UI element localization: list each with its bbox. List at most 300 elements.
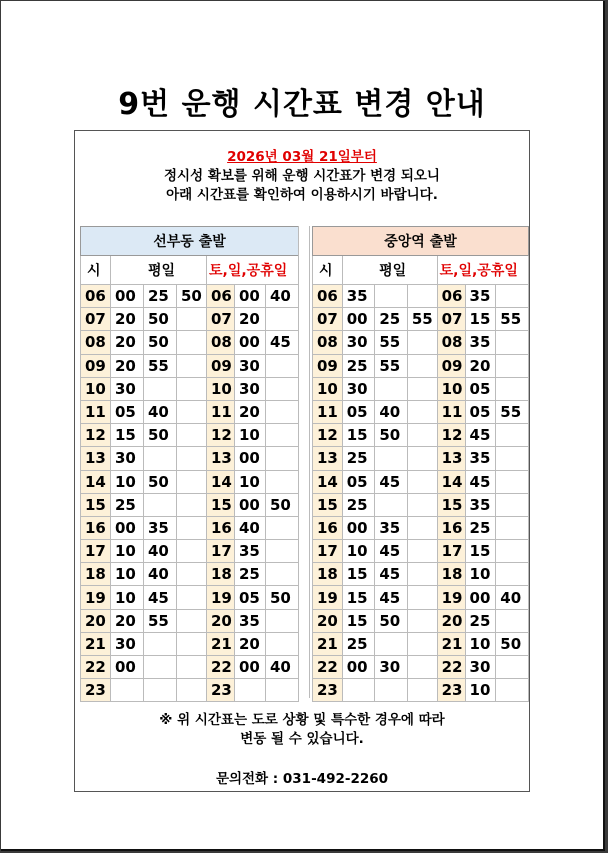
weekend-minute-cell: 50 — [496, 632, 529, 655]
weekend-hour-cell: 21 — [207, 632, 235, 655]
weekend-hour-cell: 13 — [207, 447, 235, 470]
table-row — [313, 586, 529, 609]
weekday-minute-cell: 00 — [342, 656, 375, 679]
weekend-minute-cell: 40 — [266, 656, 299, 679]
weekday-minute-cell — [177, 447, 207, 470]
weekday-minute-cell — [407, 331, 437, 354]
weekday-hour-cell: 12 — [81, 424, 111, 447]
weekday-minute-cell — [407, 447, 437, 470]
weekday-hour-cell: 11 — [81, 400, 111, 423]
weekday-minute-cell — [407, 540, 437, 563]
weekend-minute-cell: 20 — [235, 400, 266, 423]
weekday-hour-cell: 06 — [81, 285, 111, 308]
weekday-minute-cell: 15 — [342, 563, 375, 586]
weekday-hour-cell: 12 — [313, 424, 343, 447]
footer-line-2: 변동 될 수 있습니다. — [240, 731, 364, 747]
table-row — [81, 679, 299, 702]
weekday-hour-cell: 14 — [313, 470, 343, 493]
weekend-hour-cell: 20 — [207, 609, 235, 632]
weekday-minute-cell: 15 — [342, 609, 375, 632]
weekday-minute-cell: 45 — [375, 563, 408, 586]
weekend-hour-cell: 23 — [207, 679, 235, 702]
weekend-hour-cell: 21 — [437, 632, 465, 655]
weekday-hour-cell: 19 — [81, 586, 111, 609]
weekday-minute-cell: 20 — [111, 609, 144, 632]
weekend-minute-cell — [266, 447, 299, 470]
weekday-minute-cell: 55 — [375, 331, 408, 354]
weekend-hour-cell: 08 — [207, 331, 235, 354]
weekday-minute-cell: 05 — [111, 400, 144, 423]
weekday-minute-cell: 05 — [342, 400, 375, 423]
table-row — [81, 377, 299, 400]
weekday-hour-cell: 14 — [81, 470, 111, 493]
weekday-minute-cell: 50 — [375, 609, 408, 632]
table-row — [81, 563, 299, 586]
weekday-minute-cell — [177, 540, 207, 563]
weekday-minute-cell: 00 — [342, 308, 375, 331]
weekday-hour-cell: 17 — [313, 540, 343, 563]
weekday-hour-cell: 09 — [313, 354, 343, 377]
weekday-minute-cell — [177, 331, 207, 354]
weekday-hour-cell: 08 — [313, 331, 343, 354]
weekend-hour-cell: 06 — [437, 285, 465, 308]
weekday-minute-cell: 25 — [342, 354, 375, 377]
weekday-hour-cell: 23 — [81, 679, 111, 702]
weekday-minute-cell: 50 — [177, 285, 207, 308]
weekend-minute-cell: 10 — [235, 424, 266, 447]
weekend-minute-cell — [266, 540, 299, 563]
notice-line-2: 아래 시간표를 확인하여 이용하시기 바랍니다. — [166, 187, 438, 203]
weekend-hour-cell: 17 — [207, 540, 235, 563]
weekday-hour-cell: 22 — [81, 656, 111, 679]
table-row — [81, 400, 299, 423]
weekday-minute-cell: 25 — [342, 493, 375, 516]
contact-phone: 문의전화 : 031-492-2260 — [215, 771, 389, 787]
weekday-hour-cell: 07 — [313, 308, 343, 331]
weekday-minute-cell — [177, 516, 207, 539]
weekday-minute-cell — [144, 656, 177, 679]
weekend-minute-cell: 25 — [465, 609, 496, 632]
table-row — [313, 331, 529, 354]
weekend-minute-cell: 10 — [235, 470, 266, 493]
weekend-minute-cell: 05 — [465, 400, 496, 423]
weekday-minute-cell — [342, 679, 375, 702]
weekday-minute-cell — [177, 400, 207, 423]
weekday-minute-cell: 35 — [144, 516, 177, 539]
table-row — [81, 586, 299, 609]
weekday-minute-cell: 55 — [375, 354, 408, 377]
weekend-minute-cell: 00 — [235, 285, 266, 308]
weekend-hour-cell: 11 — [207, 400, 235, 423]
weekday-minute-cell — [177, 609, 207, 632]
weekend-minute-cell: 20 — [235, 632, 266, 655]
weekend-col-header: 토,일,공휴일 — [207, 256, 299, 285]
weekday-minute-cell: 25 — [144, 285, 177, 308]
weekday-minute-cell: 30 — [375, 656, 408, 679]
weekend-minute-cell — [235, 679, 266, 702]
weekday-minute-cell: 50 — [375, 424, 408, 447]
weekday-minute-cell — [407, 586, 437, 609]
weekend-minute-cell — [496, 354, 529, 377]
weekend-hour-cell: 19 — [207, 586, 235, 609]
weekday-minute-cell — [177, 377, 207, 400]
table-row — [313, 354, 529, 377]
weekday-minute-cell: 15 — [342, 424, 375, 447]
table-row — [313, 470, 529, 493]
weekday-minute-cell: 10 — [111, 563, 144, 586]
weekday-minute-cell: 50 — [144, 424, 177, 447]
weekend-minute-cell — [266, 424, 299, 447]
weekend-minute-cell — [266, 377, 299, 400]
weekday-minute-cell: 35 — [342, 285, 375, 308]
weekday-minute-cell — [375, 679, 408, 702]
weekend-minute-cell — [266, 516, 299, 539]
weekday-minute-cell — [177, 354, 207, 377]
weekend-hour-cell: 14 — [437, 470, 465, 493]
table-row — [81, 331, 299, 354]
weekday-minute-cell — [177, 308, 207, 331]
weekday-minute-cell: 10 — [111, 540, 144, 563]
weekend-hour-cell: 16 — [437, 516, 465, 539]
weekday-minute-cell: 35 — [375, 516, 408, 539]
weekend-minute-cell: 45 — [465, 424, 496, 447]
weekday-minute-cell — [407, 377, 437, 400]
weekend-minute-cell: 30 — [235, 377, 266, 400]
weekday-minute-cell: 25 — [342, 632, 375, 655]
weekday-minute-cell — [407, 656, 437, 679]
table-row — [313, 308, 529, 331]
weekend-minute-cell — [266, 470, 299, 493]
weekend-minute-cell: 35 — [465, 493, 496, 516]
weekday-hour-cell: 20 — [81, 609, 111, 632]
weekday-hour-cell: 08 — [81, 331, 111, 354]
weekday-minute-cell — [111, 679, 144, 702]
weekday-hour-cell: 13 — [81, 447, 111, 470]
weekday-minute-cell: 15 — [342, 586, 375, 609]
page-title: 9번 운행 시간표 변경 안내 — [118, 87, 486, 122]
weekday-minute-cell: 30 — [111, 447, 144, 470]
weekend-hour-cell: 12 — [437, 424, 465, 447]
weekday-minute-cell — [144, 679, 177, 702]
table-row — [81, 308, 299, 331]
weekday-minute-cell: 45 — [375, 586, 408, 609]
weekend-minute-cell — [266, 308, 299, 331]
weekday-minute-cell: 05 — [342, 470, 375, 493]
weekday-minute-cell — [375, 285, 408, 308]
weekday-minute-cell — [144, 632, 177, 655]
weekday-minute-cell: 40 — [144, 563, 177, 586]
weekend-minute-cell: 05 — [465, 377, 496, 400]
weekday-hour-cell: 10 — [81, 377, 111, 400]
weekday-hour-cell: 16 — [313, 516, 343, 539]
weekend-hour-cell: 22 — [437, 656, 465, 679]
weekend-hour-cell: 15 — [437, 493, 465, 516]
weekend-minute-cell — [266, 632, 299, 655]
table-row — [313, 609, 529, 632]
table-row — [313, 679, 529, 702]
weekend-minute-cell — [496, 447, 529, 470]
weekday-minute-cell — [407, 679, 437, 702]
weekday-hour-cell: 21 — [313, 632, 343, 655]
weekday-minute-cell — [407, 285, 437, 308]
weekend-hour-cell: 16 — [207, 516, 235, 539]
weekday-hour-cell: 15 — [313, 493, 343, 516]
weekend-hour-cell: 14 — [207, 470, 235, 493]
weekend-minute-cell: 05 — [235, 586, 266, 609]
weekday-minute-cell: 25 — [342, 447, 375, 470]
weekend-minute-cell: 45 — [266, 331, 299, 354]
weekend-hour-cell: 10 — [207, 377, 235, 400]
weekend-hour-cell: 12 — [207, 424, 235, 447]
table-row — [81, 656, 299, 679]
weekend-hour-cell: 06 — [207, 285, 235, 308]
weekend-hour-cell: 18 — [207, 563, 235, 586]
weekday-minute-cell: 50 — [144, 331, 177, 354]
weekday-minute-cell: 10 — [111, 586, 144, 609]
weekday-minute-cell: 00 — [111, 516, 144, 539]
weekend-minute-cell — [266, 354, 299, 377]
weekend-hour-cell: 15 — [207, 493, 235, 516]
weekend-minute-cell: 40 — [266, 285, 299, 308]
weekday-col-header: 평일 — [111, 256, 207, 285]
weekend-hour-cell: 18 — [437, 563, 465, 586]
weekend-minute-cell — [496, 470, 529, 493]
weekend-minute-cell: 35 — [235, 609, 266, 632]
weekend-hour-cell: 22 — [207, 656, 235, 679]
notice-line-1: 정시성 확보를 위해 운행 시간표가 변경 되오니 — [164, 168, 440, 184]
table-row — [81, 470, 299, 493]
weekend-minute-cell: 25 — [465, 516, 496, 539]
weekday-minute-cell: 40 — [144, 400, 177, 423]
notice — [75, 148, 529, 205]
weekend-minute-cell: 15 — [465, 540, 496, 563]
weekend-minute-cell: 35 — [465, 331, 496, 354]
weekday-minute-cell: 30 — [342, 331, 375, 354]
weekday-minute-cell: 20 — [111, 354, 144, 377]
weekday-hour-cell: 10 — [313, 377, 343, 400]
weekday-hour-cell: 19 — [313, 586, 343, 609]
weekday-minute-cell — [144, 447, 177, 470]
table-row — [81, 493, 299, 516]
weekday-minute-cell: 30 — [111, 377, 144, 400]
weekday-minute-cell — [407, 493, 437, 516]
weekday-minute-cell: 45 — [144, 586, 177, 609]
weekend-minute-cell — [266, 679, 299, 702]
weekday-minute-cell: 55 — [407, 308, 437, 331]
table-row — [313, 632, 529, 655]
table-row — [313, 493, 529, 516]
weekend-hour-cell: 13 — [437, 447, 465, 470]
weekend-minute-cell: 20 — [235, 308, 266, 331]
weekend-minute-cell: 30 — [465, 656, 496, 679]
weekend-minute-cell: 55 — [496, 308, 529, 331]
weekend-minute-cell — [496, 656, 529, 679]
weekend-minute-cell — [496, 540, 529, 563]
weekend-minute-cell — [496, 331, 529, 354]
weekend-minute-cell: 25 — [235, 563, 266, 586]
weekday-minute-cell: 45 — [375, 540, 408, 563]
table-row — [313, 400, 529, 423]
table-row — [313, 656, 529, 679]
weekday-minute-cell — [177, 586, 207, 609]
jungang-header: 중앙역 출발 — [313, 227, 529, 256]
weekend-hour-cell: 17 — [437, 540, 465, 563]
weekday-hour-cell: 09 — [81, 354, 111, 377]
weekend-minute-cell: 35 — [235, 540, 266, 563]
hour-col-header: 시 — [81, 256, 111, 285]
hour-col-header: 시 — [313, 256, 343, 285]
weekday-hour-cell: 18 — [81, 563, 111, 586]
weekday-minute-cell — [407, 516, 437, 539]
weekend-minute-cell — [266, 563, 299, 586]
weekday-minute-cell: 40 — [375, 400, 408, 423]
weekend-hour-cell: 11 — [437, 400, 465, 423]
weekday-minute-cell — [407, 563, 437, 586]
weekend-minute-cell: 30 — [235, 354, 266, 377]
weekend-hour-cell: 09 — [207, 354, 235, 377]
weekend-minute-cell: 55 — [496, 400, 529, 423]
timetable-seonbu — [80, 226, 299, 702]
weekday-minute-cell: 45 — [375, 470, 408, 493]
weekday-minute-cell — [144, 493, 177, 516]
weekend-minute-cell — [266, 609, 299, 632]
document-page — [1, 1, 605, 851]
weekday-minute-cell: 40 — [144, 540, 177, 563]
weekday-hour-cell: 06 — [313, 285, 343, 308]
timetable-jungang — [312, 226, 529, 702]
weekday-minute-cell — [177, 679, 207, 702]
weekend-minute-cell — [496, 516, 529, 539]
weekend-minute-cell: 00 — [235, 493, 266, 516]
table-row — [313, 377, 529, 400]
weekday-hour-cell: 11 — [313, 400, 343, 423]
weekday-minute-cell: 30 — [342, 377, 375, 400]
weekday-minute-cell: 00 — [342, 516, 375, 539]
weekend-minute-cell — [496, 377, 529, 400]
weekday-hour-cell: 16 — [81, 516, 111, 539]
table-row — [313, 516, 529, 539]
weekend-minute-cell: 45 — [465, 470, 496, 493]
weekend-minute-cell: 00 — [235, 447, 266, 470]
weekday-minute-cell: 10 — [111, 470, 144, 493]
weekday-minute-cell: 20 — [111, 331, 144, 354]
table-row — [81, 447, 299, 470]
weekday-hour-cell: 18 — [313, 563, 343, 586]
weekday-minute-cell: 20 — [111, 308, 144, 331]
weekday-minute-cell — [375, 447, 408, 470]
table-row — [313, 285, 529, 308]
table-row — [81, 516, 299, 539]
weekend-hour-cell: 07 — [437, 308, 465, 331]
weekday-hour-cell: 13 — [313, 447, 343, 470]
footer-note — [75, 711, 529, 749]
table-row — [81, 354, 299, 377]
timetable-box — [74, 130, 530, 792]
weekday-minute-cell — [177, 632, 207, 655]
weekend-col-header: 토,일,공휴일 — [437, 256, 528, 285]
weekday-hour-cell: 07 — [81, 308, 111, 331]
table-row — [313, 563, 529, 586]
footer-line-1: ※ 위 시간표는 도로 상황 및 특수한 경우에 따라 — [159, 712, 445, 728]
weekend-minute-cell: 10 — [465, 679, 496, 702]
weekday-minute-cell — [177, 470, 207, 493]
weekend-minute-cell — [266, 400, 299, 423]
table-row — [81, 632, 299, 655]
weekend-minute-cell: 00 — [235, 331, 266, 354]
weekend-minute-cell: 10 — [465, 632, 496, 655]
effective-date: 2026년 03월 21일부터 — [227, 149, 377, 165]
weekend-hour-cell: 08 — [437, 331, 465, 354]
weekday-minute-cell: 55 — [144, 354, 177, 377]
weekend-hour-cell: 20 — [437, 609, 465, 632]
weekend-minute-cell: 15 — [465, 308, 496, 331]
weekday-minute-cell — [375, 493, 408, 516]
weekday-minute-cell — [407, 354, 437, 377]
weekday-minute-cell: 50 — [144, 470, 177, 493]
weekday-minute-cell: 50 — [144, 308, 177, 331]
weekday-minute-cell — [407, 400, 437, 423]
table-row — [81, 609, 299, 632]
weekend-minute-cell: 50 — [266, 493, 299, 516]
weekday-minute-cell: 00 — [111, 656, 144, 679]
weekday-minute-cell: 10 — [342, 540, 375, 563]
weekday-minute-cell — [407, 424, 437, 447]
table-row — [313, 447, 529, 470]
weekday-minute-cell: 55 — [144, 609, 177, 632]
weekend-minute-cell: 00 — [465, 586, 496, 609]
weekend-minute-cell: 20 — [465, 354, 496, 377]
table-row — [81, 285, 299, 308]
weekend-minute-cell: 35 — [465, 447, 496, 470]
weekend-minute-cell — [496, 609, 529, 632]
weekday-hour-cell: 15 — [81, 493, 111, 516]
weekday-minute-cell: 30 — [111, 632, 144, 655]
weekday-hour-cell: 20 — [313, 609, 343, 632]
weekday-minute-cell: 00 — [111, 285, 144, 308]
weekday-minute-cell — [407, 632, 437, 655]
weekend-minute-cell: 00 — [235, 656, 266, 679]
weekday-minute-cell — [177, 424, 207, 447]
weekend-minute-cell — [496, 679, 529, 702]
weekend-minute-cell — [496, 493, 529, 516]
weekday-minute-cell: 15 — [111, 424, 144, 447]
weekday-hour-cell: 21 — [81, 632, 111, 655]
weekday-minute-cell — [375, 377, 408, 400]
weekend-hour-cell: 19 — [437, 586, 465, 609]
weekday-hour-cell: 17 — [81, 540, 111, 563]
table-row — [81, 540, 299, 563]
weekday-minute-cell — [407, 609, 437, 632]
weekday-minute-cell — [177, 563, 207, 586]
weekday-minute-cell — [177, 656, 207, 679]
weekend-minute-cell — [496, 563, 529, 586]
weekend-minute-cell: 40 — [235, 516, 266, 539]
weekend-minute-cell — [496, 285, 529, 308]
weekday-col-header: 평일 — [342, 256, 437, 285]
weekday-minute-cell — [375, 632, 408, 655]
column-separator — [298, 226, 310, 698]
weekend-minute-cell — [496, 424, 529, 447]
table-row — [313, 540, 529, 563]
weekend-minute-cell: 40 — [496, 586, 529, 609]
weekday-minute-cell — [144, 377, 177, 400]
weekend-hour-cell: 10 — [437, 377, 465, 400]
table-row — [81, 424, 299, 447]
weekday-hour-cell: 23 — [313, 679, 343, 702]
weekend-hour-cell: 07 — [207, 308, 235, 331]
weekday-minute-cell — [177, 493, 207, 516]
table-row — [313, 424, 529, 447]
